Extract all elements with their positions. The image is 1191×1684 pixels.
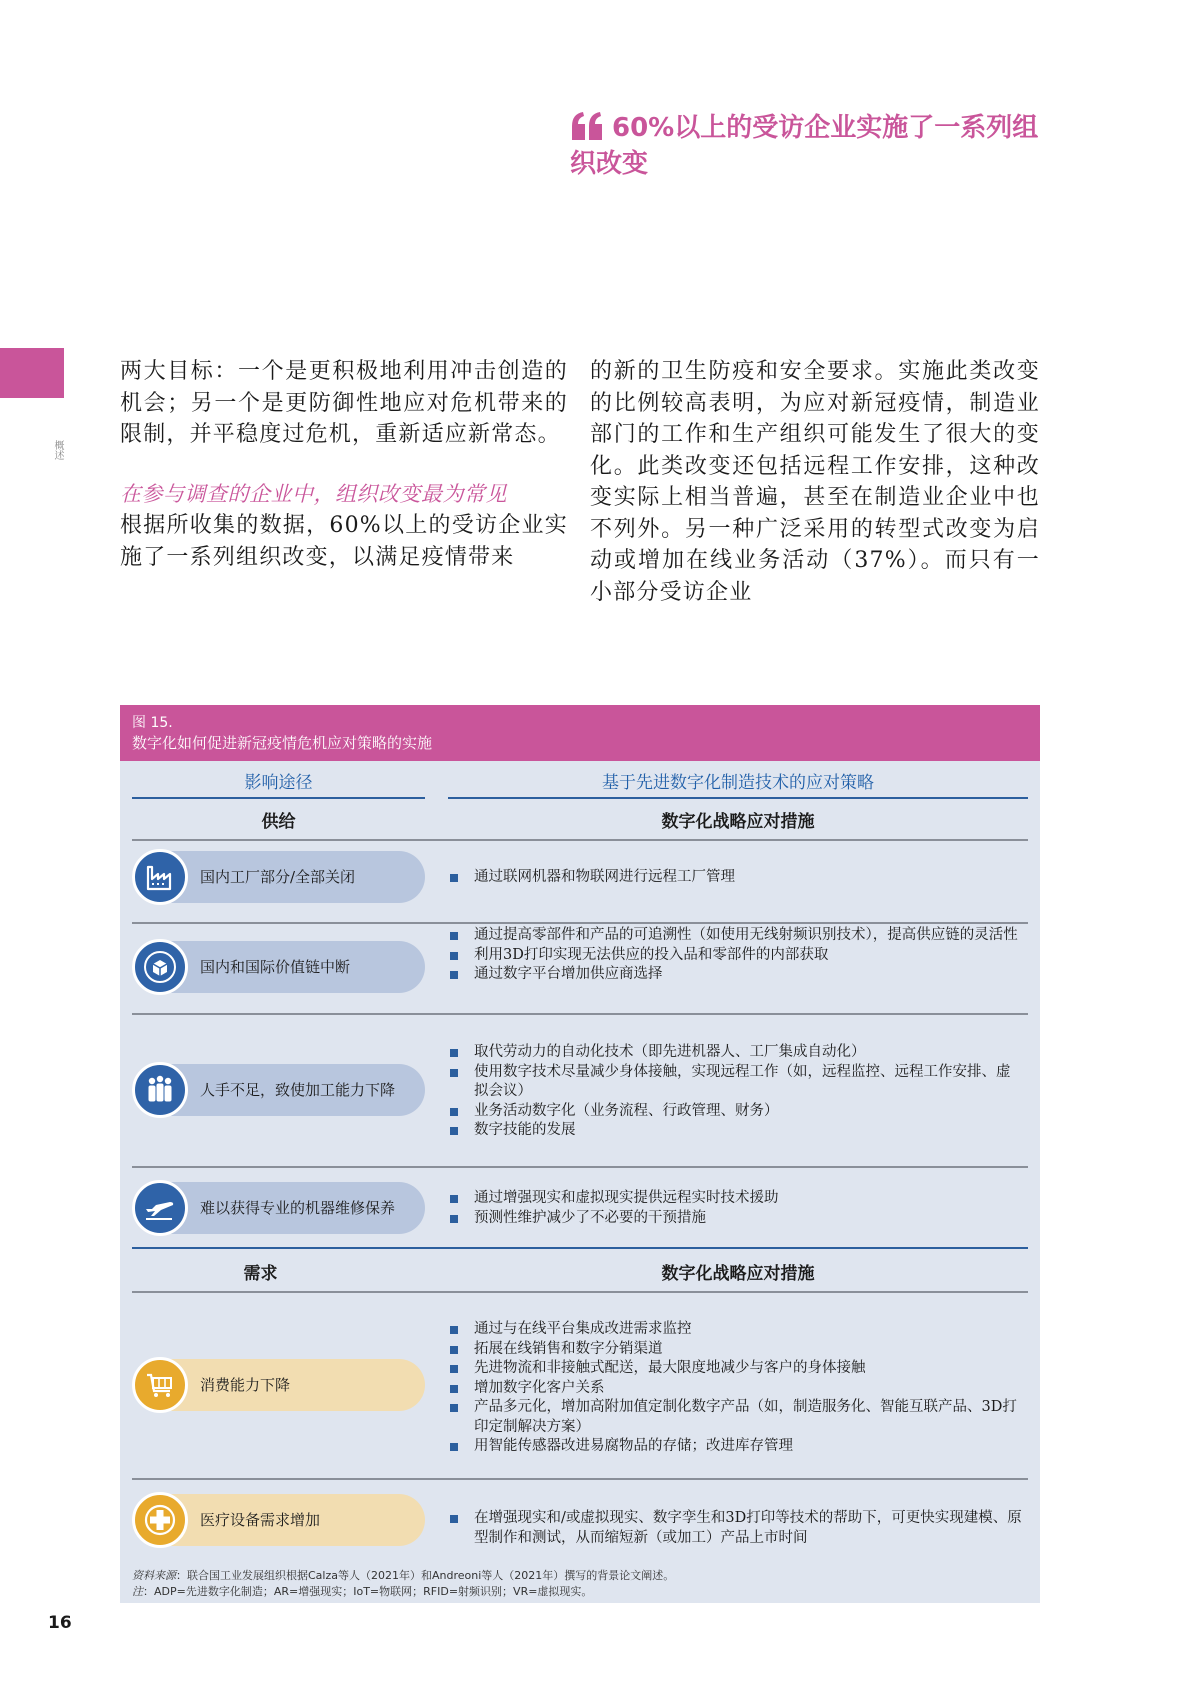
list-item: 在增强现实和/或虚拟现实、数字孪生和3D打印等技术的帮助下，可更快实现建模、原型制作和测试，从而缩短新（或加工）产品上市时间 xyxy=(450,1509,1022,1548)
list-item: 用智能传感器改进易腐物品的存储；改进库存管理 xyxy=(450,1437,1022,1457)
impact-pill xyxy=(132,941,425,993)
divider xyxy=(132,1247,1028,1249)
supply-measures-title: 数字化战略应对措施 xyxy=(661,812,815,832)
divider xyxy=(132,1478,1028,1480)
measures-list xyxy=(450,1320,1022,1457)
divider xyxy=(132,922,1028,924)
divider xyxy=(132,797,425,799)
column-header-channels: 影响途径 xyxy=(244,773,313,793)
impact-pill xyxy=(132,1182,425,1234)
impact-pill xyxy=(132,1494,425,1546)
impact-label: 人手不足，致使加工能力下降 xyxy=(200,1081,396,1099)
impact-label: 难以获得专业的机器维修保养 xyxy=(200,1199,396,1217)
body-column-right xyxy=(590,356,1040,608)
measures-list xyxy=(450,868,1022,888)
list-item: 通过数字平台增加供应商选择 xyxy=(450,965,1022,985)
list-item: 预测性维护减少了不必要的干预措施 xyxy=(450,1209,1022,1229)
measures-list xyxy=(450,1043,1022,1141)
impact-pill xyxy=(132,1359,425,1411)
measures-list xyxy=(450,1189,1022,1228)
column-header-strategies: 基于先进数字化制造技术的应对策略 xyxy=(602,773,874,793)
impact-label: 医疗设备需求增加 xyxy=(200,1511,321,1529)
global-supply-chain-icon xyxy=(132,939,188,995)
measures-list xyxy=(450,926,1022,985)
pull-quote: 60%以上的受访企业实施了一系列组织改变 xyxy=(570,113,1039,179)
supply-title: 供给 xyxy=(261,812,296,832)
figure-source xyxy=(132,1568,1032,1600)
list-item: 利用3D打印实现无法供应的投入品和零部件的内部获取 xyxy=(450,946,1022,966)
impact-pill xyxy=(132,1064,425,1116)
body-paragraph: 的新的卫生防疫和安全要求。实施此类改变的比例较高表明，为应对新冠疫情，制造业部门的工作和生产组织可能发生了很大的变化。此类改变还包括远程工作安排，这种改变实际上相当普遍，甚至在制造业企业中也不列外。另一种广泛采用的转型式改变为启动或增加在线业务活动（37%）。而只有一小部分受访企业 xyxy=(590,359,1040,605)
source-text: ：联合国工业发展组织根据Calza等人（2021年）和Andreoni等人（2021年）撰写的背景论文阐述。 xyxy=(176,1569,675,1582)
impact-pill xyxy=(132,851,425,903)
divider xyxy=(132,1013,1028,1015)
section-subhead: 在参与调查的企业中，组织改变最为常见 xyxy=(120,481,507,506)
list-item: 产品多元化，增加高附加值定制化数字产品（如，制造服务化、智能互联产品、3D打印定制解决方案） xyxy=(450,1398,1022,1437)
note-label: 注 xyxy=(132,1585,143,1598)
list-item: 业务活动数字化（业务流程、行政管理、财务） xyxy=(450,1102,1022,1122)
demand-title: 需求 xyxy=(243,1264,278,1284)
list-item: 通过增强现实和虚拟现实提供远程实时技术援助 xyxy=(450,1189,1022,1209)
divider xyxy=(132,1291,1028,1293)
body-column-left xyxy=(120,356,568,573)
page-number: 16 xyxy=(48,1613,72,1633)
figure-number: 图 15. xyxy=(132,715,173,731)
measures-list xyxy=(450,1509,1022,1548)
divider xyxy=(448,797,1028,799)
figure-header xyxy=(120,705,1040,761)
body-paragraph: 根据所收集的数据，60%以上的受访企业实施了一系列组织改变，以满足疫情带来 xyxy=(120,513,568,570)
airplane-icon xyxy=(132,1180,188,1236)
list-item: 通过提高零部件和产品的可追溯性（如使用无线射频识别技术），提高供应链的灵活性 xyxy=(450,926,1022,946)
impact-label: 国内工厂部分/全部关闭 xyxy=(200,868,356,886)
section-tab xyxy=(0,348,64,398)
factory-icon xyxy=(132,849,188,905)
divider xyxy=(132,839,1028,841)
list-item: 数字技能的发展 xyxy=(450,1121,1022,1141)
list-item: 增加数字化客户关系 xyxy=(450,1379,1022,1399)
shopping-cart-icon xyxy=(132,1357,188,1413)
list-item: 先进物流和非接触式配送，最大限度地减少与客户的身体接触 xyxy=(450,1359,1022,1379)
list-item: 通过联网机器和物联网进行远程工厂管理 xyxy=(450,868,1022,888)
body-paragraph: 两大目标：一个是更积极地利用冲击创造的机会；另一个是更防御性地应对危机带来的限制，并平稳度过危机，重新适应新常态。 xyxy=(120,359,568,447)
list-item: 取代劳动力的自动化技术（即先进机器人、工厂集成自动化） xyxy=(450,1043,1022,1063)
list-item: 使用数字技术尽量减少身体接触，实现远程工作（如，远程监控、远程工作安排、虚拟会议） xyxy=(450,1063,1022,1102)
demand-measures-title: 数字化战略应对措施 xyxy=(661,1264,815,1284)
divider xyxy=(132,1166,1028,1168)
figure-title: 数字化如何促进新冠疫情危机应对策略的实施 xyxy=(132,734,433,752)
note-text: ：ADP=先进数字化制造；AR=增强现实；IoT=物联网；RFID=射频识别；VR=虚拟现实。 xyxy=(143,1585,593,1598)
medical-cross-icon xyxy=(132,1492,188,1548)
list-item: 拓展在线销售和数字分销渠道 xyxy=(450,1340,1022,1360)
impact-label: 消费能力下降 xyxy=(200,1376,291,1394)
source-label: 资料来源 xyxy=(132,1569,176,1582)
impact-label: 国内和国际价值链中断 xyxy=(200,958,351,976)
section-label: 概述 xyxy=(52,440,63,460)
list-item: 通过与在线平台集成改进需求监控 xyxy=(450,1320,1022,1340)
workers-icon xyxy=(132,1062,188,1118)
